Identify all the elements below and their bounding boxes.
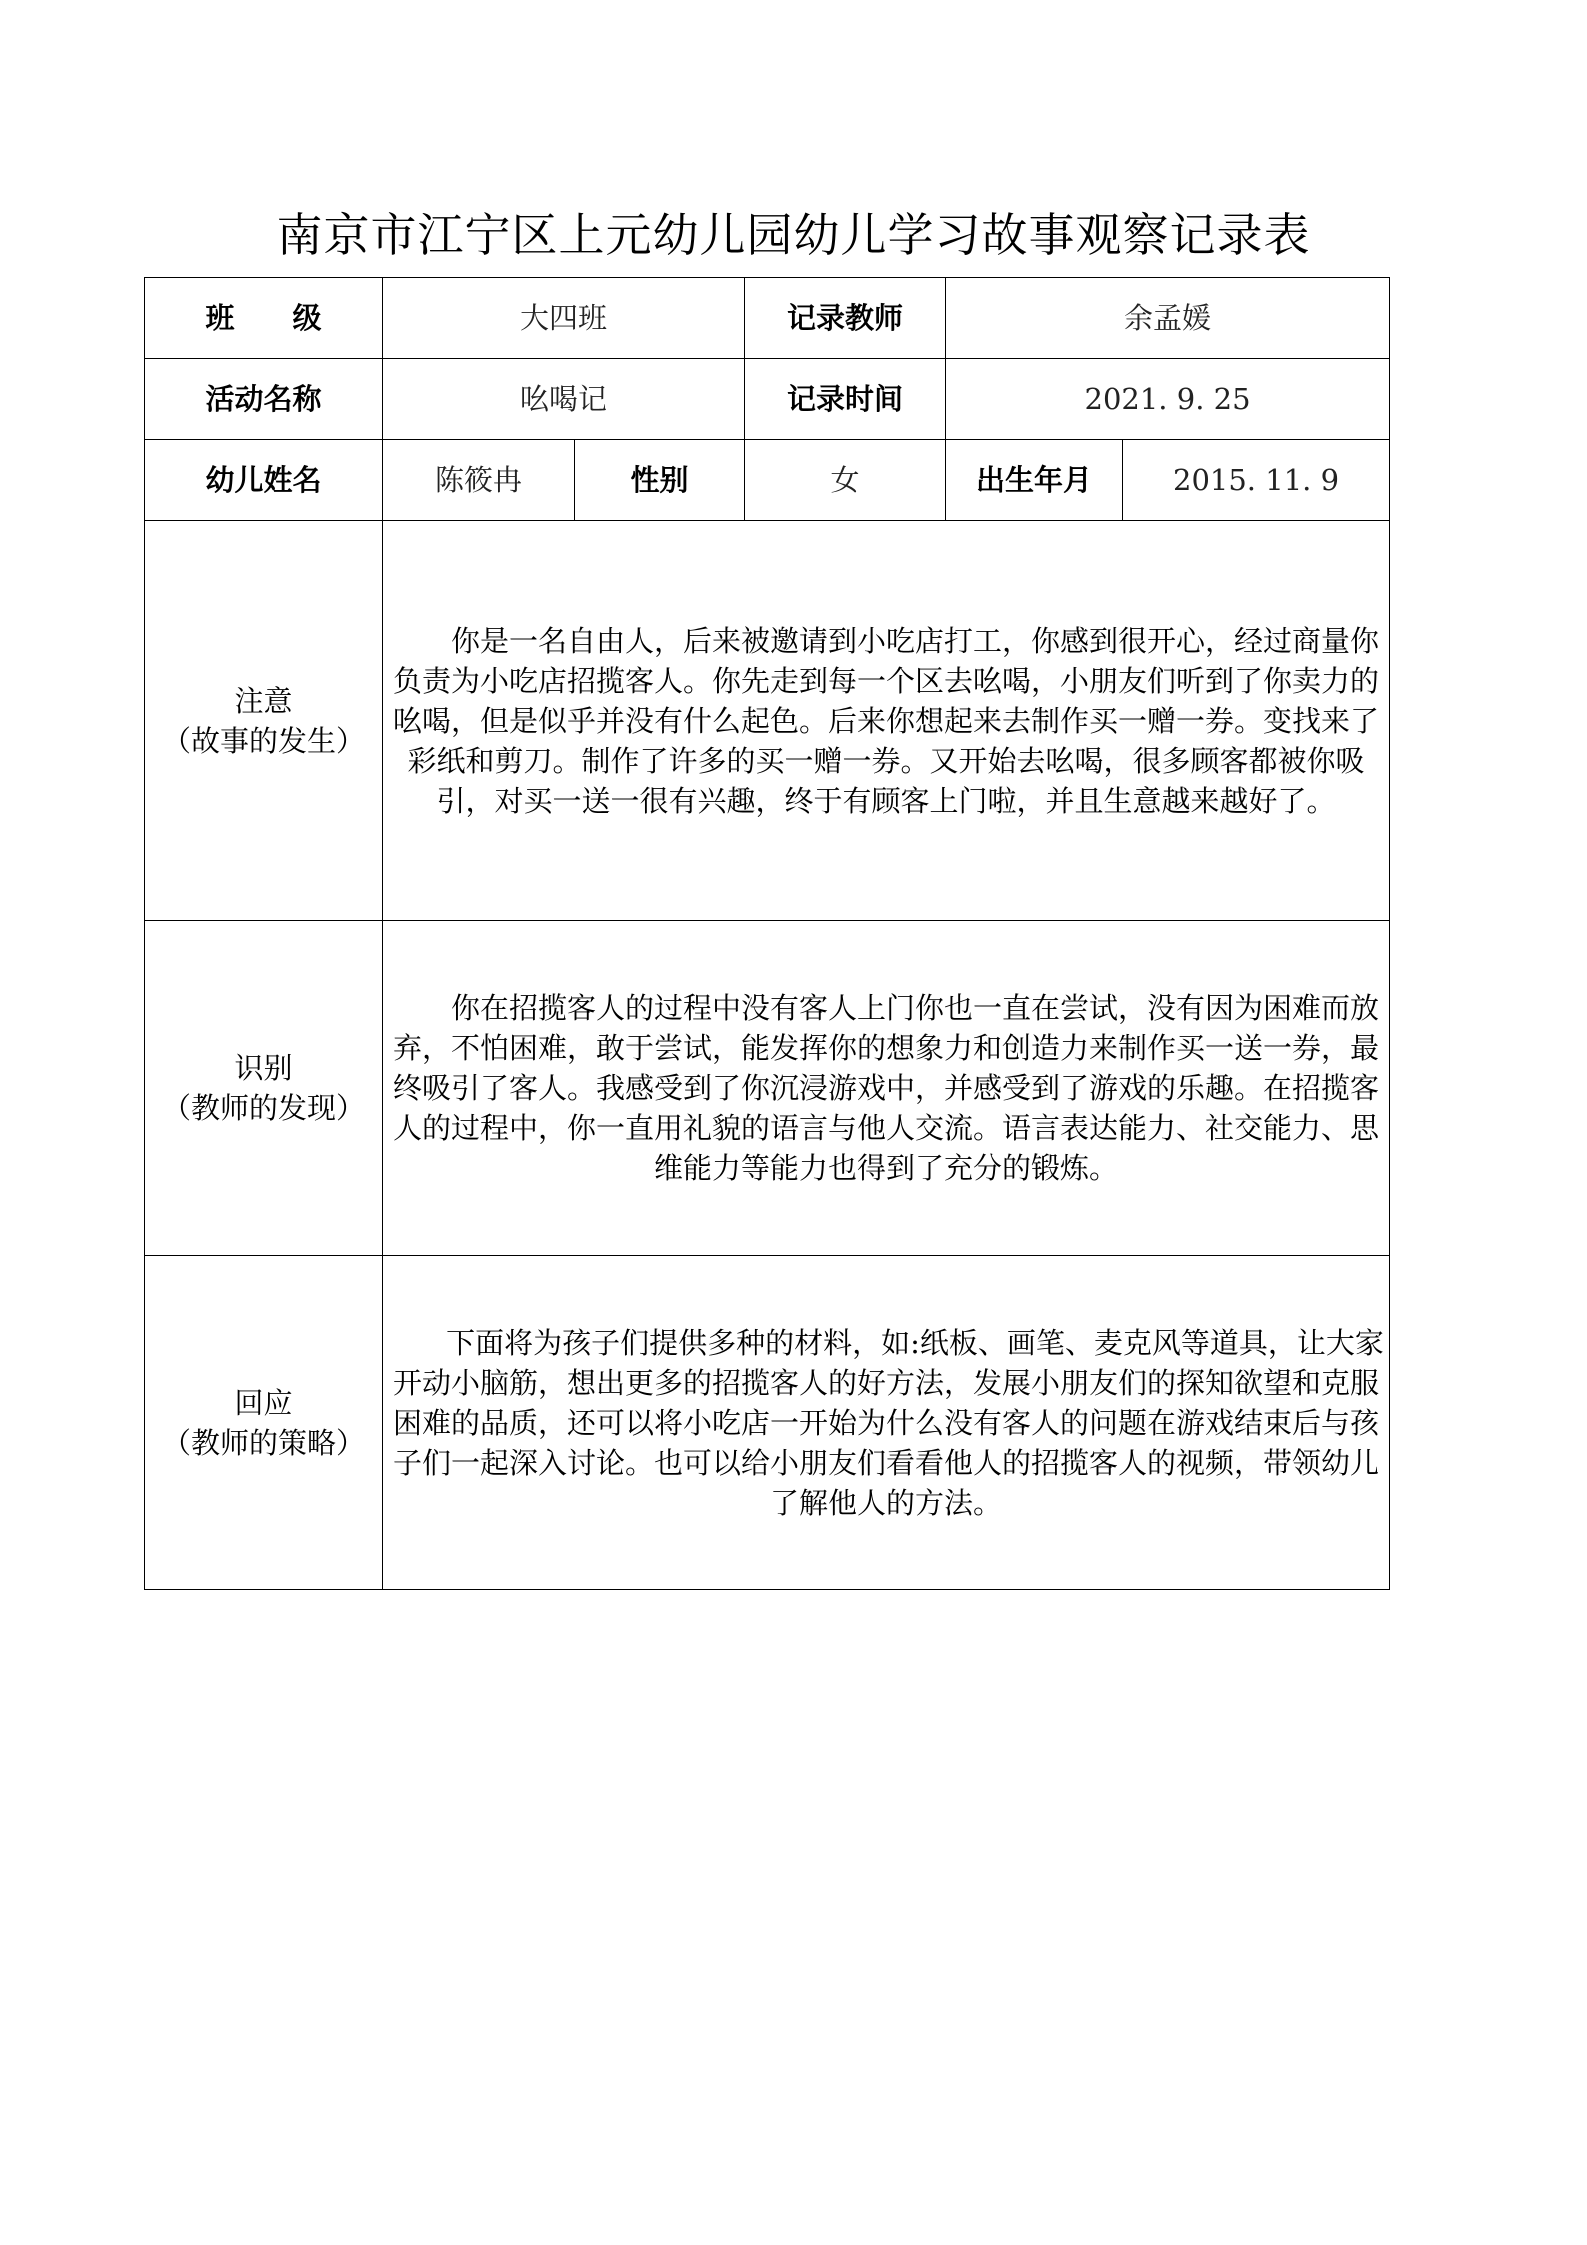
activity-value: 吆喝记: [383, 359, 745, 440]
respond-text-cell: [383, 1256, 1390, 1590]
class-label: 班 级: [145, 278, 383, 359]
notice-text: 你是一名自由人，后来被邀请到小吃店打工，你感到很开心，经过商量你负责为小吃店招揽客人。你先走到每一个区去吆喝，小朋友们听到了你卖力的吆喝，但是似乎并没有什么起色。后来你想起来去制作买一赠一券。变找来了彩纸和剪刀。制作了许多的买一赠一券。又开始去吆喝，很多顾客都被你吸引，对买一送一很有兴趣，终于有顾客上门啦，并且生意越来越好了。: [393, 623, 1380, 818]
notice-label: 注意: [234, 683, 293, 718]
respond-label-cell: [145, 1256, 383, 1590]
recognize-text-cell: [383, 921, 1390, 1256]
table-row-activity: [145, 359, 1390, 440]
table-row-respond: [145, 1256, 1390, 1590]
table-row-class: [145, 278, 1390, 359]
recognize-text: 你在招揽客人的过程中没有客人上门你也一直在尝试，没有因为困难而放弃，不怕困难，敢于尝试，能发挥你的想象力和创造力来制作买一送一券，最终吸引了客人。我感受到了你沉浸游戏中，并感受到了游戏的乐趣。在招揽客人的过程中，你一直用礼貌的语言与他人交流。语言表达能力、社交能力、思维能力等能力也得到了充分的锻炼。: [393, 991, 1380, 1185]
page-title: 南京市江宁区上元幼儿园幼儿学习故事观察记录表: [276, 208, 1311, 262]
notice-label-cell: [145, 521, 383, 921]
respond-label: 回应: [234, 1385, 293, 1420]
respond-sublabel: （教师的策略）: [161, 1425, 365, 1460]
table-row-child: [145, 440, 1390, 521]
child-label: 幼儿姓名: [145, 440, 383, 521]
time-value: 2021. 9. 25: [946, 359, 1390, 440]
gender-label: 性别: [575, 440, 745, 521]
activity-label: 活动名称: [145, 359, 383, 440]
teacher-label: 记录教师: [745, 278, 946, 359]
respond-text: 下面将为孩子们提供多种的材料，如:纸板、画笔、麦克风等道具，让大家开动小脑筋，想出更多的招揽客人的好方法，发展小朋友们的探知欲望和克服困难的品质，还可以将小吃店一开始为什么没有客人的问题在游戏结束后与孩子们一起深入讨论。也可以给小朋友们看看他人的招揽客人的视频，带领幼儿了解他人的方法。: [393, 1325, 1384, 1520]
recognize-sublabel: （教师的发现）: [161, 1091, 365, 1125]
child-value: 陈筱冉: [383, 440, 575, 521]
table-row-notice: [145, 521, 1390, 921]
observation-record-table: [144, 277, 1390, 1590]
notice-text-cell: [383, 521, 1390, 921]
birth-value: 2015. 11. 9: [1123, 440, 1390, 521]
recognize-label: 识别: [234, 1051, 293, 1085]
time-label: 记录时间: [745, 359, 946, 440]
class-value: 大四班: [383, 278, 745, 359]
birth-label: 出生年月: [946, 440, 1123, 521]
teacher-value: 余孟媛: [946, 278, 1390, 359]
gender-value: 女: [745, 440, 946, 521]
table-row-recognize: [145, 921, 1390, 1256]
notice-sublabel: （故事的发生）: [161, 723, 365, 758]
recognize-label-cell: [145, 921, 383, 1256]
